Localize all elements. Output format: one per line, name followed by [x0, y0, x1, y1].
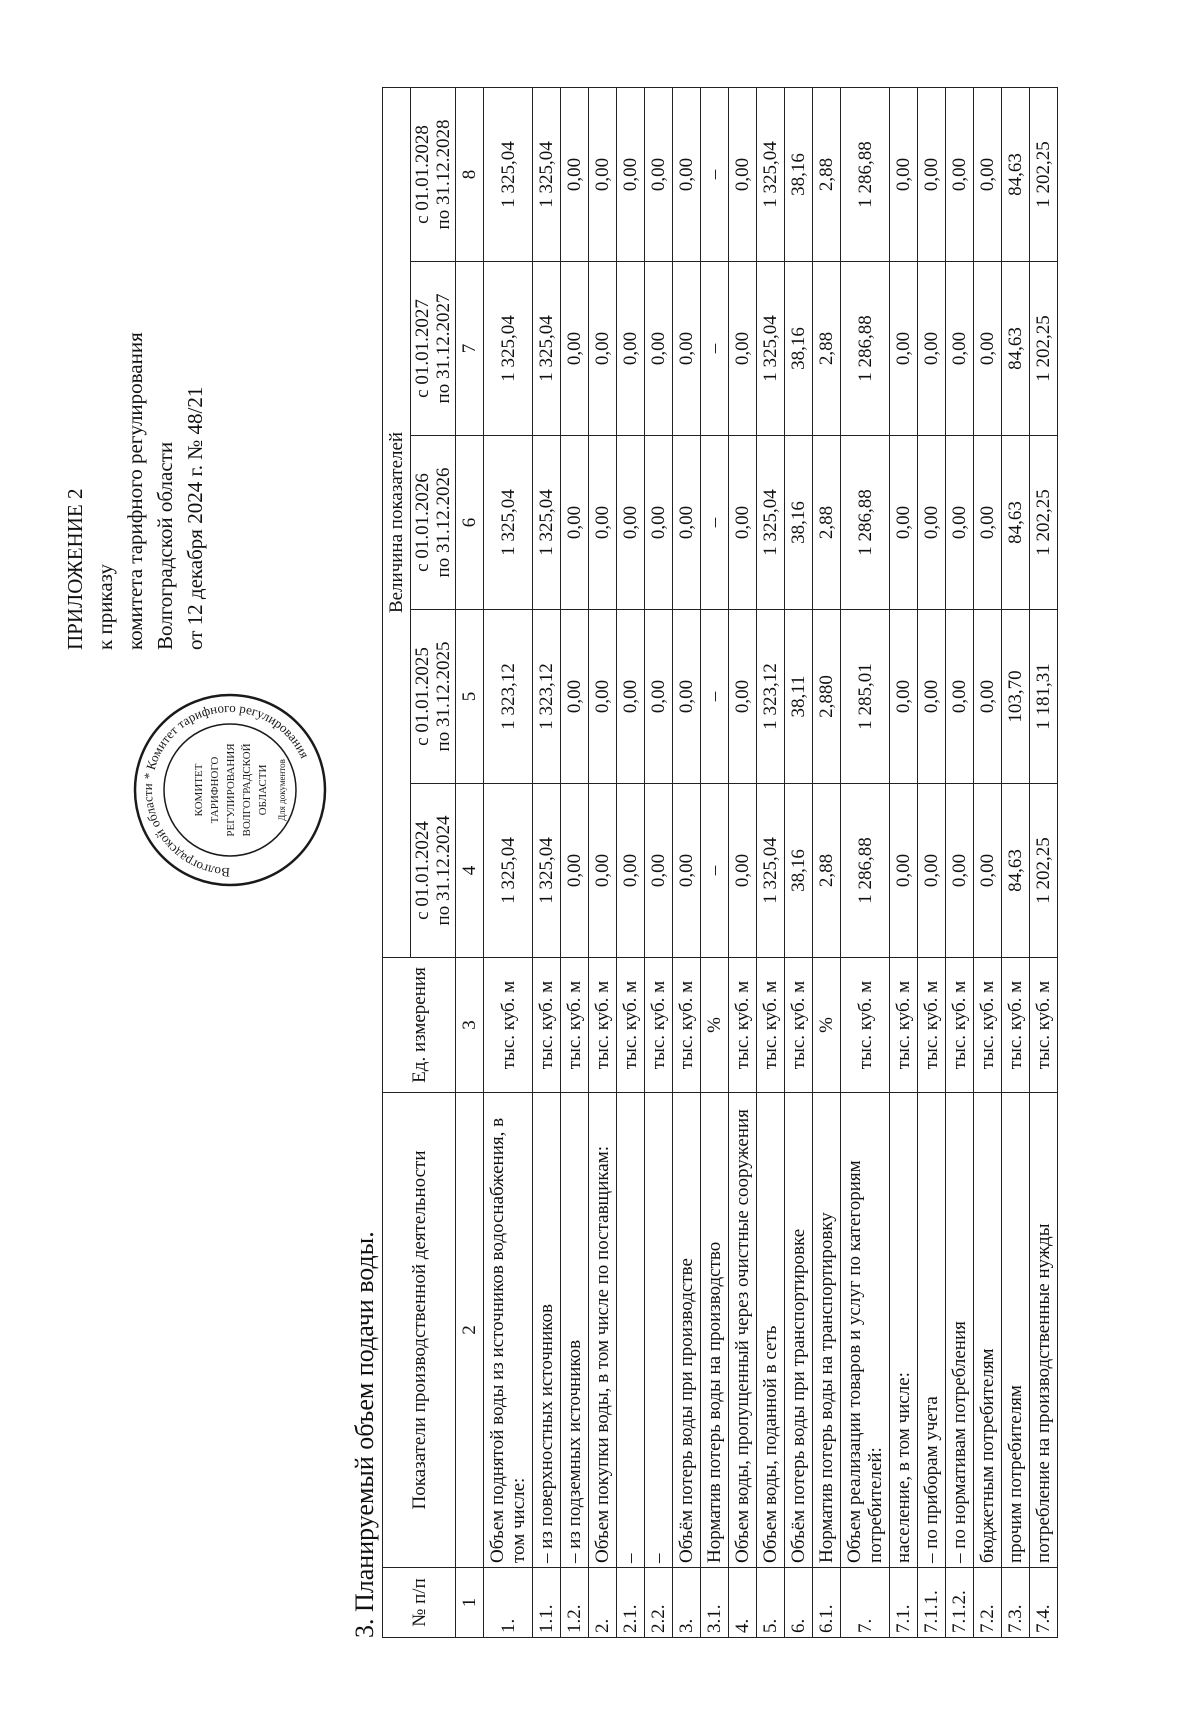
table-row — [918, 87, 946, 1637]
row-value: 0,00 — [946, 436, 974, 610]
row-number: 1. — [484, 1568, 533, 1638]
row-value: 1 323,12 — [533, 610, 561, 784]
table-row — [1030, 87, 1058, 1637]
row-value: 0,00 — [561, 610, 589, 784]
row-value: 1 181,31 — [1030, 610, 1058, 784]
row-value: 1 325,04 — [533, 784, 561, 958]
row-value: 1 286,88 — [841, 87, 890, 261]
row-number: 7.1.2. — [946, 1568, 974, 1638]
stamp-center-text: ОБЛАСТИ — [257, 764, 269, 816]
row-unit: тыс. куб. м — [617, 958, 645, 1093]
row-value: 1 202,25 — [1030, 87, 1058, 261]
row-value: 0,00 — [974, 262, 1002, 436]
row-value: 0,00 — [645, 87, 673, 261]
row-value: 38,16 — [785, 436, 813, 610]
table-row — [589, 87, 617, 1637]
water-supply-table — [382, 87, 1058, 1638]
row-indicator-name: Объем покупки воды, в том числе по поставщикам: — [589, 1093, 617, 1568]
row-value: 0,00 — [617, 87, 645, 261]
row-value: 0,00 — [729, 784, 757, 958]
row-unit: тыс. куб. м — [1002, 958, 1030, 1093]
row-unit: тыс. куб. м — [757, 958, 785, 1093]
row-number: 7.1.1. — [918, 1568, 946, 1638]
row-value: 84,63 — [1002, 436, 1030, 610]
row-number: 7.2. — [974, 1568, 1002, 1638]
table-row — [890, 87, 918, 1637]
header-no: № п/п — [383, 1568, 456, 1638]
row-value: 1 325,04 — [757, 262, 785, 436]
row-indicator-name: Объём потерь воды при транспортировке — [785, 1093, 813, 1568]
row-value: 0,00 — [673, 610, 701, 784]
appendix-title: ПРИЛОЖЕНИЕ 2 — [63, 488, 87, 650]
row-value: 0,00 — [729, 436, 757, 610]
row-indicator-name: – из поверхностных источников — [533, 1093, 561, 1568]
row-unit: тыс. куб. м — [841, 958, 890, 1093]
row-indicator-name: бюджетным потребителям — [974, 1093, 1002, 1568]
row-value: 1 286,88 — [841, 784, 890, 958]
row-value: 0,00 — [673, 784, 701, 958]
document-page — [20, 40, 1180, 1680]
row-value: 0,00 — [561, 262, 589, 436]
row-indicator-name: Объем реализации товаров и услуг по категориям потребителей: — [841, 1093, 890, 1568]
row-value: 38,11 — [785, 610, 813, 784]
row-unit: тыс. куб. м — [1030, 958, 1058, 1093]
row-value: 1 202,25 — [1030, 784, 1058, 958]
column-index: 6 — [456, 436, 484, 610]
table-row — [533, 87, 561, 1637]
table-row — [785, 87, 813, 1637]
header-period-2025: с 01.01.2025 по 31.12.2025 — [411, 610, 456, 784]
table-row — [841, 87, 890, 1637]
row-unit: тыс. куб. м — [645, 958, 673, 1093]
table-row — [673, 87, 701, 1637]
column-index: 5 — [456, 610, 484, 784]
row-value: 0,00 — [974, 610, 1002, 784]
row-value: 0,00 — [673, 436, 701, 610]
stamp-ring-text: Волгоградской области * Комитет тарифного регулирования — [139, 699, 313, 881]
row-value: 38,16 — [785, 784, 813, 958]
row-value: 0,00 — [561, 784, 589, 958]
row-value: 0,00 — [974, 87, 1002, 261]
appendix-line-3: Волгоградской области — [153, 441, 177, 650]
row-value: 2,880 — [813, 610, 841, 784]
appendix-line-1: к приказу — [93, 564, 117, 650]
header-values-group: Величина показателей — [383, 87, 411, 957]
column-index: 4 — [456, 784, 484, 958]
row-value: 0,00 — [645, 610, 673, 784]
row-value: 0,00 — [589, 436, 617, 610]
row-value: 0,00 — [617, 262, 645, 436]
section-title: 3. Планируемый объем подачи воды. — [350, 1231, 379, 1638]
row-value: 84,63 — [1002, 262, 1030, 436]
row-number: 3.1. — [701, 1568, 729, 1638]
row-value: 0,00 — [589, 784, 617, 958]
header-unit: Ед. измерения — [383, 958, 456, 1093]
column-index: 3 — [456, 958, 484, 1093]
row-value: 0,00 — [918, 784, 946, 958]
row-number: 7.4. — [1030, 1568, 1058, 1638]
row-number: 7.1. — [890, 1568, 918, 1638]
stamp-center-text: КОМИТЕТ — [193, 763, 205, 817]
row-unit: % — [701, 958, 729, 1093]
appendix-line-4: от 12 декабря 2024 г. № 48/21 — [183, 386, 207, 650]
row-value: 84,63 — [1002, 87, 1030, 261]
row-number: 2. — [589, 1568, 617, 1638]
row-number: 6. — [785, 1568, 813, 1638]
row-value: 1 325,04 — [533, 87, 561, 261]
row-unit: тыс. куб. м — [673, 958, 701, 1093]
row-value: 0,00 — [645, 784, 673, 958]
row-unit: тыс. куб. м — [561, 958, 589, 1093]
row-value: 0,00 — [918, 262, 946, 436]
row-value: 103,70 — [1002, 610, 1030, 784]
stamp-center-text: ВОЛГОГРАДСКОЙ — [241, 743, 253, 837]
table-row — [645, 87, 673, 1637]
row-number: 2.1. — [617, 1568, 645, 1638]
stamp-center-text: ТАРИФНОГО — [209, 756, 221, 824]
row-number: 1.1. — [533, 1568, 561, 1638]
row-value: 0,00 — [729, 610, 757, 784]
row-value: 1 286,88 — [841, 262, 890, 436]
row-number: 3. — [673, 1568, 701, 1638]
stamp-bottom-text: Для документов — [277, 759, 287, 821]
row-value: – — [701, 610, 729, 784]
row-value: 0,00 — [589, 262, 617, 436]
row-indicator-name: потребление на производственные нужды — [1030, 1093, 1058, 1568]
row-value: 1 323,12 — [757, 610, 785, 784]
row-value: 0,00 — [561, 436, 589, 610]
row-value: 0,00 — [729, 262, 757, 436]
row-value: 84,63 — [1002, 784, 1030, 958]
row-unit: тыс. куб. м — [946, 958, 974, 1093]
row-unit: тыс. куб. м — [785, 958, 813, 1093]
row-value: 1 202,25 — [1030, 436, 1058, 610]
row-value: 1 325,04 — [533, 262, 561, 436]
header-period-2026: с 01.01.2026 по 31.12.2026 — [411, 436, 456, 610]
row-value: 2,88 — [813, 436, 841, 610]
row-value: 0,00 — [946, 784, 974, 958]
column-index: 1 — [456, 1568, 484, 1638]
row-value: 0,00 — [589, 610, 617, 784]
row-value: 0,00 — [890, 610, 918, 784]
header-period-2028: с 01.01.2028 по 31.12.2028 — [411, 87, 456, 261]
row-unit: тыс. куб. м — [729, 958, 757, 1093]
row-value: 2,88 — [813, 262, 841, 436]
row-value: 1 325,04 — [484, 784, 533, 958]
table-row — [1002, 87, 1030, 1637]
row-value: 1 325,04 — [484, 436, 533, 610]
table-body — [484, 87, 1058, 1637]
row-indicator-name: Норматив потерь воды на производство — [701, 1093, 729, 1568]
row-number: 5. — [757, 1568, 785, 1638]
row-value: 0,00 — [729, 87, 757, 261]
table-row — [484, 87, 533, 1637]
row-unit: тыс. куб. м — [484, 958, 533, 1093]
row-value: 0,00 — [673, 262, 701, 436]
table-row — [813, 87, 841, 1637]
column-index-row — [456, 87, 484, 1637]
header-period-2024: с 01.01.2024 по 31.12.2024 — [411, 784, 456, 958]
row-value: 0,00 — [918, 610, 946, 784]
row-value: 0,00 — [946, 610, 974, 784]
appendix-line-2: комитета тарифного регулирования — [123, 332, 147, 650]
header-indicator-name: Показатели производственной деятельности — [383, 1093, 456, 1568]
row-value: 1 325,04 — [533, 436, 561, 610]
stamp-center-text: РЕГУЛИРОВАНИЯ — [225, 743, 237, 837]
row-value: 1 325,04 — [757, 436, 785, 610]
row-value: – — [701, 87, 729, 261]
row-indicator-name: население, в том числе: — [890, 1093, 918, 1568]
row-value: 0,00 — [890, 87, 918, 261]
header-period-2027: с 01.01.2027 по 31.12.2027 — [411, 262, 456, 436]
row-value: 0,00 — [890, 436, 918, 610]
row-indicator-name: – по нормативам потребления — [946, 1093, 974, 1568]
column-index: 7 — [456, 262, 484, 436]
row-number: 2.2. — [645, 1568, 673, 1638]
row-indicator-name: прочим потребителям — [1002, 1093, 1030, 1568]
row-number: 6.1. — [813, 1568, 841, 1638]
appendix-header — [60, 90, 210, 650]
row-value: – — [701, 436, 729, 610]
row-value: 0,00 — [946, 87, 974, 261]
row-value: 1 286,88 — [841, 436, 890, 610]
row-value: 1 202,25 — [1030, 262, 1058, 436]
row-indicator-name: – из подземных источников — [561, 1093, 589, 1568]
column-index: 8 — [456, 87, 484, 261]
row-number: 7.3. — [1002, 1568, 1030, 1638]
row-value: 0,00 — [617, 610, 645, 784]
table-row — [701, 87, 729, 1637]
row-value: 0,00 — [617, 436, 645, 610]
row-value: 1 323,12 — [484, 610, 533, 784]
row-value: 0,00 — [589, 87, 617, 261]
row-unit: тыс. куб. м — [589, 958, 617, 1093]
row-value: 0,00 — [561, 87, 589, 261]
row-unit: тыс. куб. м — [974, 958, 1002, 1093]
row-value: 0,00 — [918, 436, 946, 610]
table-row — [974, 87, 1002, 1637]
row-value: 0,00 — [673, 87, 701, 261]
row-value: – — [701, 262, 729, 436]
row-value: 0,00 — [974, 436, 1002, 610]
row-value: 2,88 — [813, 87, 841, 261]
row-value: 0,00 — [890, 262, 918, 436]
table-row — [757, 87, 785, 1637]
row-value: – — [701, 784, 729, 958]
row-value: 38,16 — [785, 87, 813, 261]
row-indicator-name: Объем поднятой воды из источников водоснабжения, в том числе: — [484, 1093, 533, 1568]
column-index: 2 — [456, 1093, 484, 1568]
row-value: 1 325,04 — [484, 87, 533, 261]
row-value: 0,00 — [974, 784, 1002, 958]
row-indicator-name: – — [617, 1093, 645, 1568]
row-value: 1 325,04 — [757, 87, 785, 261]
row-unit: тыс. куб. м — [533, 958, 561, 1093]
row-value: 38,16 — [785, 262, 813, 436]
row-value: 1 325,04 — [484, 262, 533, 436]
row-value: 0,00 — [645, 262, 673, 436]
row-number: 7. — [841, 1568, 890, 1638]
row-value: 0,00 — [617, 784, 645, 958]
row-indicator-name: – по приборам учета — [918, 1093, 946, 1568]
row-number: 4. — [729, 1568, 757, 1638]
row-unit: тыс. куб. м — [890, 958, 918, 1093]
row-indicator-name: – — [645, 1093, 673, 1568]
row-unit: тыс. куб. м — [918, 958, 946, 1093]
row-value: 0,00 — [946, 262, 974, 436]
row-unit: % — [813, 958, 841, 1093]
row-value: 0,00 — [645, 436, 673, 610]
table-row — [729, 87, 757, 1637]
table-row — [946, 87, 974, 1637]
table-row — [617, 87, 645, 1637]
row-value: 1 285,01 — [841, 610, 890, 784]
row-value: 0,00 — [918, 87, 946, 261]
official-seal-stamp — [130, 690, 330, 890]
row-indicator-name: Норматив потерь воды на транспортировку — [813, 1093, 841, 1568]
row-value: 0,00 — [890, 784, 918, 958]
row-value: 2,88 — [813, 784, 841, 958]
row-indicator-name: Объем воды, поданной в сеть — [757, 1093, 785, 1568]
row-indicator-name: Объем воды, пропущенный через очистные сооружения — [729, 1093, 757, 1568]
row-indicator-name: Объём потерь воды при производстве — [673, 1093, 701, 1568]
row-number: 1.2. — [561, 1568, 589, 1638]
row-value: 1 325,04 — [757, 784, 785, 958]
table-row — [561, 87, 589, 1637]
